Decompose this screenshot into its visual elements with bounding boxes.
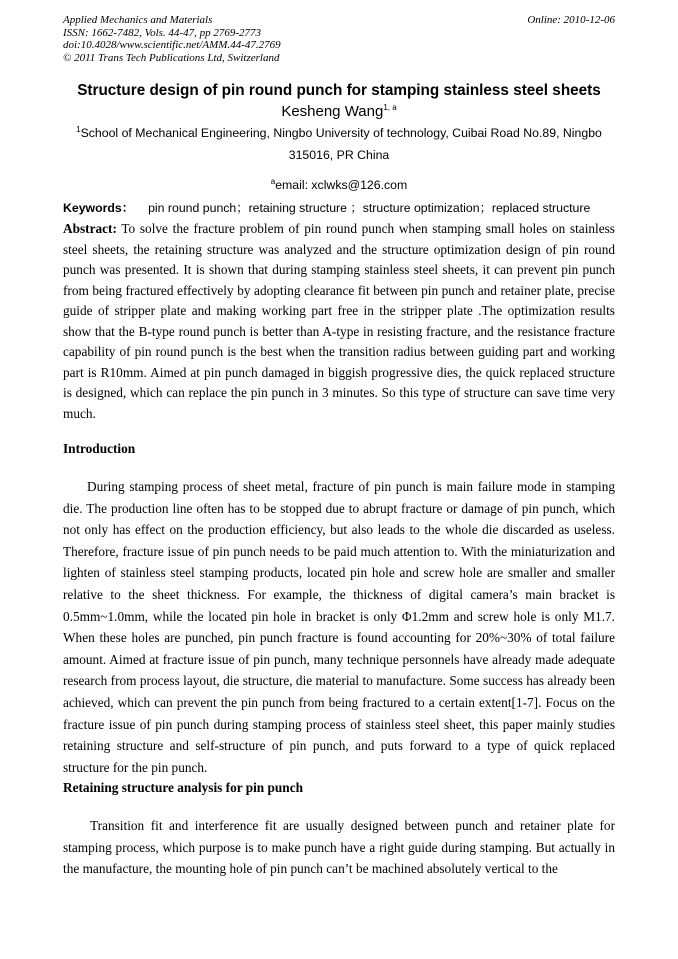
retaining-heading: Retaining structure analysis for pin punch [63, 780, 303, 795]
journal-issn: ISSN: 1662-7482, Vols. 44-47, pp 2769-2773 [63, 26, 261, 39]
abstract-text: To solve the fracture problem of pin round punch when stamping small holes on stainless steel sheets, the retaining structure was analyzed and the structure optimization design of pin round punch was presented. It is shown that during stamping stainless steel sheets, it can prevent pin punch from being fractured effectively by adopting clearance fit between pin punch and retainer plate, precise guide of stripper plate and making working part free in the stripper plate .The optimization results show that the B-type round punch is better than A-type in resisting fracture, and the resistance fracture capability of pin round punch is the best when the transition radius between guiding part and working part is R10mm. Aimed at pin punch damaged in biggish progressive dies, the quick replaced structure is designed, which can replace the pin punch in 3 minutes. So this type of structure can save time very much. [63, 221, 615, 421]
author-line [0, 102, 678, 121]
affiliation-sup: 1 [76, 124, 81, 134]
keywords-text: pin round punch；retaining structure ；structure optimization；replaced structure [148, 201, 591, 215]
author-name: Kesheng Wang [281, 103, 384, 120]
affiliation [63, 122, 615, 166]
journal-name: Applied Mechanics and Materials [63, 14, 213, 26]
introduction-text: During stamping process of sheet metal, fracture of pin punch is main failure mode in stamping die. The production line often has to be stopped due to abrupt fracture or damage of pin punch, which not only has effect on the production efficiency, but also leads to the whole die discarded as useless. Therefore, fracture issue of pin punch needs to be paid much attention to. With the miniaturization and lighten of stainless steel stamping products, located pin hole and screw hole are smaller and smaller relative to the sheet thickness. For example, the thickness of digital camera’s main bracket is 0.5mm~1.0mm, while the located pin hole in bracket is only Φ1.2mm and screw hole is only M1.7. When these holes are punched, pin punch fracture is found accounting for 20%~30% of total failure amount. Aimed at fracture issue of pin punch, many technique personnels have already made adequate research from process layout, die structure, die material to manufacture. Some success has already been achieved, which can prevent the pin punch from being fractured to a certain extent[1-7]. Focus on the fracture issue of pin punch during stamping process of stainless steel sheet, this paper mainly studies retaining structure and self-structure of pin punch, and puts forward to a type of quick replaced structure for the pin punch. [63, 479, 615, 775]
retaining-text: Transition fit and interference fit are usually designed between punch and retainer plate for stamping process, which purpose is to make punch have a right guide during stamping. But actually in the manufacture, the mounting hole of pin punch can’t be machined absolutely vertical to the [63, 818, 615, 877]
journal-doi: doi:10.4028/www.scientific.net/AMM.44-47.2769 [63, 39, 281, 51]
online-date: Online: 2010-12-06 [527, 14, 615, 26]
abstract [63, 219, 615, 424]
email-sup: a [270, 176, 276, 186]
keywords [63, 200, 623, 216]
email-text: email: xclwks@126.com [275, 178, 408, 192]
keywords-label: Keywords： [63, 201, 135, 215]
introduction-heading: Introduction [63, 441, 136, 456]
affiliation-text: School of Mechanical Engineering, Ningbo University of technology, Cuibai Road No.89, Ningbo 315016, PR China [80, 126, 602, 162]
author-sup: 1, a [383, 103, 397, 112]
abstract-label: Abstract: [63, 221, 117, 236]
journal-header [63, 14, 281, 64]
paper-title: Structure design of pin round punch for stamping stainless steel sheets [77, 82, 601, 99]
journal-copyright: © 2011 Trans Tech Publications Ltd, Switzerland [63, 51, 280, 64]
email-line [0, 177, 678, 193]
